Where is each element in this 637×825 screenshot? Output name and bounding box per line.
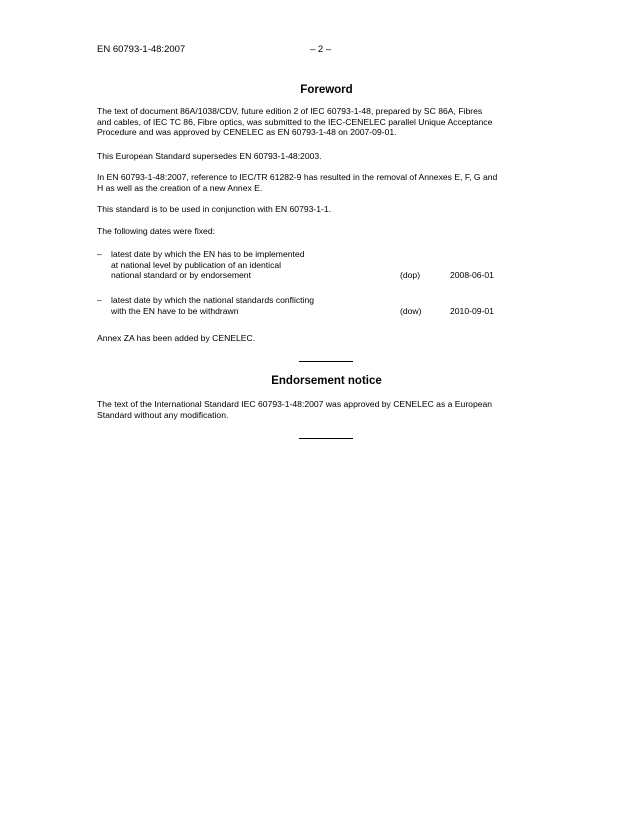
list-item-line: national standard or by endorsement <box>111 270 251 280</box>
paragraph-line: The text of document 86A/1038/CDV, future edition 2 of IEC 60793-1-48, prepared by SC 86A, Fibres <box>97 106 483 116</box>
foreword-paragraph-3 <box>97 172 556 193</box>
paragraph-line: Procedure and was approved by CENELEC as EN 60793-1-48 on 2007-09-01. <box>97 127 397 137</box>
paragraph-line: In EN 60793-1-48:2007, reference to IEC/TR 61282-9 has resulted in the removal of Annexes E, F, G and <box>97 172 498 182</box>
foreword-paragraph-1 <box>97 106 556 138</box>
foreword-title: Foreword <box>300 84 353 96</box>
date-abbreviation: (dow) <box>400 306 422 316</box>
foreword-paragraph-6: Annex ZA has been added by CENELEC. <box>97 333 256 343</box>
list-dash: – <box>97 295 102 305</box>
header-page-number: – 2 – <box>310 44 332 55</box>
date-value: 2010-09-01 <box>450 306 494 316</box>
list-dash: – <box>97 249 102 259</box>
endorsement-title: Endorsement notice <box>271 375 382 387</box>
foreword-paragraph-2: This European Standard supersedes EN 60793-1-48:2003. <box>97 151 322 161</box>
list-item-line: latest date by which the national standards conflicting <box>111 295 315 305</box>
paragraph-line: Standard without any modification. <box>97 409 229 420</box>
date-value: 2008-06-01 <box>450 270 494 280</box>
endorsement-paragraph <box>97 399 556 420</box>
foreword-paragraph-4: This standard is to be used in conjunction with EN 60793-1-1. <box>97 204 332 214</box>
date-abbreviation: (dop) <box>400 270 421 280</box>
paragraph-line: and cables, of IEC TC 86, Fibre optics, was submitted to the IEC-CENELEC parallel Unique Acceptance <box>97 116 493 127</box>
list-item-line: with the EN have to be withdrawn <box>111 305 239 316</box>
paragraph-line: The text of the International Standard IEC 60793-1-48:2007 was approved by CENELEC as a European <box>97 399 493 409</box>
foreword-paragraph-5: The following dates were fixed: <box>97 226 215 236</box>
section-divider <box>299 438 353 439</box>
header-doc-id: EN 60793-1-48:2007 <box>97 44 186 55</box>
paragraph-line: H as well as the creation of a new Annex E. <box>97 182 263 193</box>
list-item-line: latest date by which the EN has to be implemented <box>111 249 305 259</box>
section-divider <box>299 361 353 362</box>
list-item-text <box>111 295 391 316</box>
list-item-text <box>111 249 391 281</box>
list-item-line: at national level by publication of an identical <box>111 259 282 270</box>
